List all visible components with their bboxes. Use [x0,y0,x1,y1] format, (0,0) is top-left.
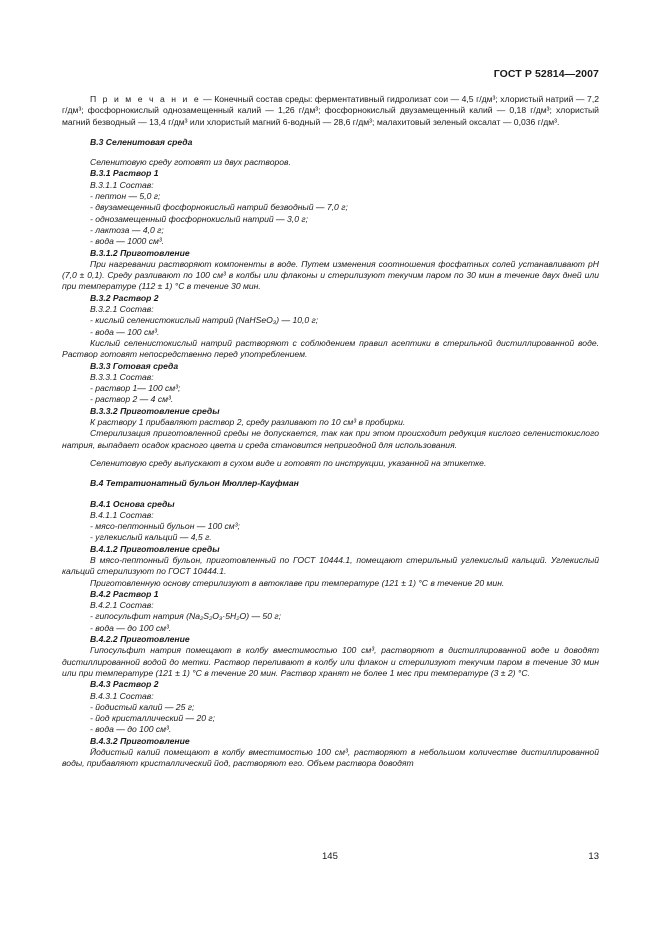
page-content [62,94,599,770]
page-number-right: 13 [588,851,599,862]
b42-title: В.4.2 Раствор 1 [90,588,159,599]
b422-text: Гипосульфит натрия помещают в колбу вместимостью 100 см³, растворяют в дистиллированной воде и доводят дистиллированной водой до метки. Раствор переливают в колбу или флакон и стерилизуют текучим паром в течение 30 мин или при температуре (121 ± 1) °С в течение 20 мин. Раствор хранят не более 1 мес при температуре (3 ± 2) °С. [62,645,599,678]
list-item: - раствор 2 — 4 см³. [90,394,174,405]
b321-label: В.3.2.1 Состав: [90,304,154,315]
list-item: - мясо-пептонный бульон — 100 см³; [90,521,240,532]
note-paragraph [62,94,599,128]
list-item: - двузамещенный фосфорнокислый натрий безводный — 7,0 г; [90,202,348,213]
b412-text-1: В мясо-пептонный бульон, приготовленный по ГОСТ 10444.1, помещают стерильный углекислый кальций. Углекислый кальций стерилизуют по ГОСТ 10444.1. [62,554,599,577]
standard-header: ГОСТ Р 52814—2007 [493,68,599,80]
list-item: - раствор 1— 100 см³; [90,383,181,394]
b41-title: В.4.1 Основа среды [90,498,175,509]
b32-text: Кислый селенистокислый натрий растворяют с соблюдением правил асептики в стерильной дистиллированной воде. Раствор готовят непосредственно перед употреблением. [62,337,599,360]
list-item: - лактоза — 4,0 г; [90,224,164,235]
page-number-center: 145 [322,851,338,862]
b332-text-1: К раствору 1 прибавляют раствор 2, среду разливают по 10 см³ в пробирки. [90,417,406,428]
note-lead: П р и м е ч а н и е [90,94,201,104]
b422-title: В.4.2.2 Приготовление [90,634,190,645]
list-item: - пептон — 5,0 г; [90,191,161,202]
b412-title: В.4.1.2 Приготовление среды [90,543,220,554]
list-item: - йодистый калий — 25 г; [90,701,195,712]
b412-text-2: Приготовленную основу стерилизуют в автоклаве при температуре (121 ± 1) °С в течение 20 мин. [90,577,505,588]
list-item: - йод кристаллический — 20 г; [90,713,216,724]
b431-label: В.4.3.1 Состав: [90,690,154,701]
b332-title: В.3.3.2 Приготовление среды [90,405,220,416]
b331-label: В.3.3.1 Состав: [90,371,154,382]
b421-label: В.4.2.1 Состав: [90,600,154,611]
list-item: - кислый селенистокислый натрий (NaHSeO₃) — 10,0 г; [90,315,319,326]
b3-intro: Селенитовую среду готовят из двух растворов. [90,157,291,168]
b32-title: В.3.2 Раствор 2 [90,292,159,303]
b33-title: В.3.3 Готовая среда [90,360,179,371]
list-item: - вода — 1000 см³. [90,236,165,247]
b43-title: В.4.3 Раствор 2 [90,679,159,690]
list-item: - вода — 100 см³. [90,326,160,337]
b332-text-3: Селенитовую среду выпускают в сухом виде и готовят по инструкции, указанной на этикетке. [90,457,487,468]
note-text: — Конечный состав среды: ферментативный гидролизат сои — 4,5 г/дм³; хлористый натрий — 7,2 г/дм³; фосфорнокислый однозамещенный калий — 1,26 г/дм³; фосфорнокислый двузамещенный калий — 0,18 г/дм³; хлористый магний безводный — 13,4 г/дм³ или хлористый магний 6-водный — 28,6 г/дм³; малахитовый зеленый оксалат — 0,036 г/дм³. [62,94,599,127]
b31-title: В.3.1 Раствор 1 [90,168,159,179]
list-item: - вода — до 100 см³. [90,622,172,633]
list-item: - вода — до 100 см³. [90,724,172,735]
list-item: - гипосульфит натрия (Na₂S₂O₃·5H₂O) — 50 г; [90,611,281,622]
b312-title: В.3.1.2 Приготовление [90,247,190,258]
b432-title: В.4.3.2 Приготовление [90,735,190,746]
section-b4-title: В.4 Тетратионатный бульон Мюллер-Кауфман [90,478,299,489]
b332-text-2: Стерилизация приготовленной среды не допускается, так как при этом происходит редукция кислого селенистокислого натрия, выпадает осадок красного цвета и среда становится непригодной для использования. [62,428,599,450]
list-item: - однозамещенный фосфорнокислый натрий — 3,0 г; [90,213,308,224]
b311-label: В.3.1.1 Состав: [90,179,154,190]
b432-text: Йодистый калий помещают в колбу вместимостью 100 см³, растворяют в небольшом количестве дистиллированной воды, прибавляют кристаллический йод, растворяют его. Объем раствора доводят [62,747,599,769]
section-b3-title: В.3 Селенитовая среда [90,136,193,147]
list-item: - углекислый кальций — 4,5 г. [90,532,212,543]
b312-text: При нагревании растворяют компоненты в воде. Путем изменения соотношения фосфатных солей устанавливают pH (7,0 ± 0,1). Среду разливают по 100 см³ в колбы или флаконы и стерилизуют текучим паром по 30 мин в течение двух дней или при температуре (112 ± 1) °С в течение 30 мин. [62,258,599,292]
b411-label: В.4.1.1 Состав: [90,509,154,520]
